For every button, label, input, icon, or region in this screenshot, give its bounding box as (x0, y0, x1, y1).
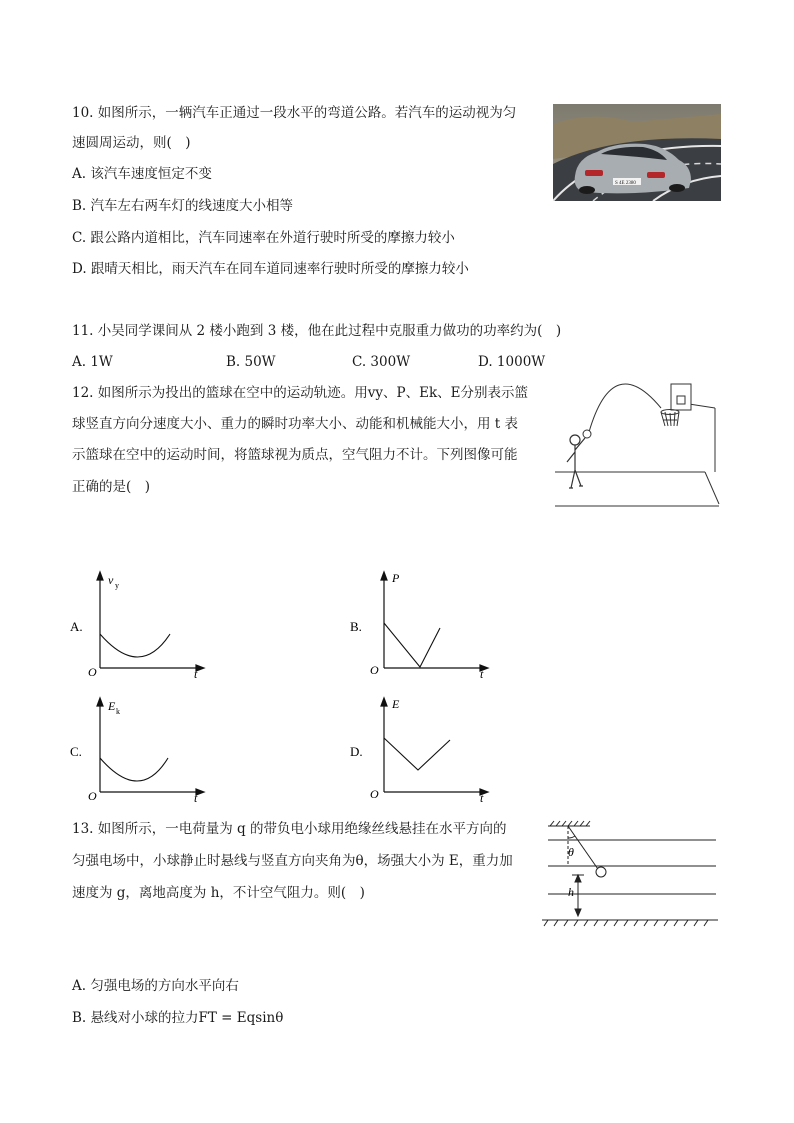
graph-c (70, 694, 210, 806)
graph-a-curve (100, 634, 170, 657)
q13-stem-line2: 匀强电场中，小球静止时悬线与竖直方向夹角为θ，场强大小为 E，重力加 (72, 853, 513, 869)
height-label: h (568, 885, 574, 899)
q12-stem-line4: 正确的是( ) (72, 479, 151, 495)
theta-label: θ (568, 845, 574, 859)
graph-a-xlabel: t (194, 667, 198, 680)
q10-option-d: D. 跟晴天相比，雨天汽车在同车道同速率行驶时所受的摩擦力较小 (72, 261, 469, 277)
charged-ball (596, 867, 606, 877)
q13-option-a: A. 匀强电场的方向水平向右 (72, 978, 239, 994)
q10-stem-line2: 速圆周运动，则( ) (72, 135, 191, 151)
graph-a (70, 568, 210, 680)
graph-c-xlabel: t (194, 791, 198, 805)
graph-b-option: B. (350, 619, 362, 634)
q11-option-d: D. 1000W (478, 354, 546, 370)
q11-option-c: C. 300W (352, 354, 411, 370)
graph-d (350, 694, 495, 806)
graph-c-option: C. (70, 744, 82, 759)
graph-d-origin: O (370, 787, 379, 801)
q10-option-b: B. 汽车左右两车灯的线速度大小相等 (72, 198, 294, 214)
q11-option-a: A. 1W (72, 354, 113, 370)
graph-a-origin: O (88, 665, 97, 679)
basketball-trajectory-figure (553, 380, 721, 510)
graph-c-origin: O (88, 789, 97, 803)
license-plate: S 4E 2380 (615, 181, 636, 186)
graph-b (350, 568, 495, 680)
graph-a-option: A. (70, 619, 83, 634)
q12-stem-line1: 12. 如图所示为投出的篮球在空中的运动轨迹。用vy、P、Ek、E分别表示篮 (72, 385, 528, 401)
graph-b-ylabel: P (392, 571, 400, 585)
graph-b-curve (384, 623, 440, 667)
q10-option-c: C. 跟公路内道相比，汽车同速率在外道行驶时所受的摩擦力较小 (72, 230, 455, 246)
graph-c-ylabel: E (108, 699, 116, 713)
q13-stem-line3: 速度为 g，离地高度为 h，不计空气阻力。则( ) (72, 885, 365, 901)
graph-b-origin: O (370, 663, 379, 677)
graph-c-curve (100, 758, 168, 781)
graph-d-xlabel: t (480, 791, 484, 805)
graph-a-ysub: y (115, 581, 119, 590)
graph-b-xlabel: t (480, 667, 484, 680)
q10-stem-line1: 10. 如图所示，一辆汽车正通过一段水平的弯道公路。若汽车的运动视为匀 (72, 105, 517, 121)
q13-option-b: B. 悬线对小球的拉力FT = Eqsinθ (72, 1010, 284, 1026)
graph-c-ysub: k (116, 707, 120, 716)
q12-stem-line3: 示篮球在空中的运动时间，将篮球视为质点，空气阻力不计。下列图像可能 (72, 447, 518, 463)
q11-option-b: B. 50W (226, 354, 276, 370)
player (567, 435, 585, 488)
charged-ball-pendulum-figure (538, 820, 722, 930)
graph-d-curve (384, 738, 450, 770)
q12-stem-line2: 球竖直方向分速度大小、重力的瞬时功率大小、动能和机械能大小，用 t 表 (72, 416, 519, 432)
graph-a-ylabel: v (108, 573, 114, 587)
graph-d-option: D. (350, 744, 363, 759)
q11-stem: 11. 小吴同学课间从 2 楼小跑到 3 楼，他在此过程中克服重力做功的功率约为( ) (72, 323, 562, 339)
q13-stem-line1: 13. 如图所示，一电荷量为 q 的带负电小球用绝缘丝线悬挂在水平方向的 (72, 821, 507, 837)
car-on-curved-road-photo (553, 104, 721, 201)
q10-option-a: A. 该汽车速度恒定不变 (72, 166, 212, 182)
graph-d-ylabel: E (392, 697, 400, 711)
